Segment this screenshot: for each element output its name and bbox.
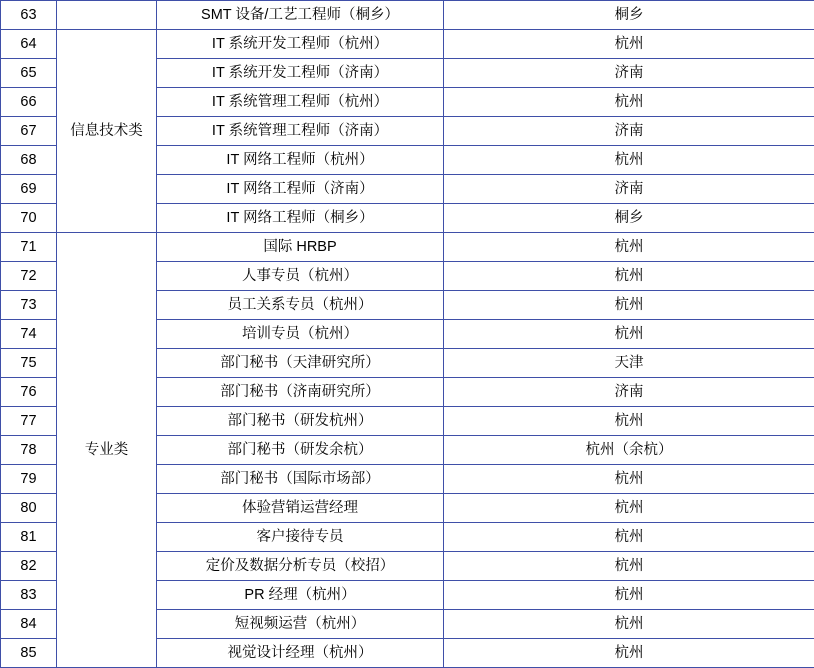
job-location-cell: 杭州 [444,88,814,117]
row-number-cell: 68 [1,146,57,175]
job-title-cell: 人事专员（杭州） [157,262,444,291]
job-location-cell: 济南 [444,378,814,407]
job-title-cell: IT 网络工程师（桐乡） [157,204,444,233]
row-number-cell: 65 [1,59,57,88]
job-location-cell: 桐乡 [444,204,814,233]
row-number-cell: 77 [1,407,57,436]
job-title-cell: 部门秘书（研发余杭） [157,436,444,465]
category-cell: 专业类 [57,233,157,668]
job-location-cell: 杭州 [444,320,814,349]
row-number-cell: 74 [1,320,57,349]
job-title-cell: 视觉设计经理（杭州） [157,639,444,668]
job-location-cell: 杭州 [444,494,814,523]
job-title-cell: 体验营销运营经理 [157,494,444,523]
job-location-cell: 杭州（余杭） [444,436,814,465]
row-number-cell: 80 [1,494,57,523]
job-title-cell: 员工关系专员（杭州） [157,291,444,320]
job-location-cell: 济南 [444,117,814,146]
row-number-cell: 71 [1,233,57,262]
row-number-cell: 79 [1,465,57,494]
row-number-cell: 64 [1,30,57,59]
job-title-cell: 定价及数据分析专员（校招） [157,552,444,581]
job-title-cell: 部门秘书（天津研究所） [157,349,444,378]
row-number-cell: 82 [1,552,57,581]
job-title-cell: IT 网络工程师（杭州） [157,146,444,175]
job-title-cell: 客户接待专员 [157,523,444,552]
job-location-cell: 杭州 [444,262,814,291]
table-row [1,1,814,30]
job-title-cell: 部门秘书（济南研究所） [157,378,444,407]
row-number-cell: 78 [1,436,57,465]
row-number-cell: 84 [1,610,57,639]
job-location-cell: 杭州 [444,523,814,552]
job-location-cell: 杭州 [444,30,814,59]
job-title-cell: 国际 HRBP [157,233,444,262]
job-title-cell: 短视频运营（杭州） [157,610,444,639]
row-number-cell: 69 [1,175,57,204]
row-number-cell: 66 [1,88,57,117]
job-title-cell: IT 系统管理工程师（杭州） [157,88,444,117]
job-title-cell: IT 系统管理工程师（济南） [157,117,444,146]
row-number-cell: 85 [1,639,57,668]
job-location-cell: 杭州 [444,465,814,494]
row-number-cell: 72 [1,262,57,291]
row-number-cell: 70 [1,204,57,233]
row-number-cell: 63 [1,1,57,30]
job-location-cell: 桐乡 [444,1,814,30]
job-location-cell: 杭州 [444,552,814,581]
job-location-cell: 杭州 [444,610,814,639]
job-location-cell: 济南 [444,59,814,88]
job-title-cell: PR 经理（杭州） [157,581,444,610]
row-number-cell: 75 [1,349,57,378]
job-title-cell: IT 系统开发工程师（杭州） [157,30,444,59]
job-location-cell: 济南 [444,175,814,204]
job-title-cell: 部门秘书（国际市场部） [157,465,444,494]
job-location-cell: 天津 [444,349,814,378]
job-title-cell: IT 网络工程师（济南） [157,175,444,204]
job-title-cell: 部门秘书（研发杭州） [157,407,444,436]
job-table-body [1,1,814,668]
job-location-cell: 杭州 [444,407,814,436]
job-location-cell: 杭州 [444,233,814,262]
job-location-cell: 杭州 [444,639,814,668]
category-cell [57,1,157,30]
job-location-cell: 杭州 [444,146,814,175]
row-number-cell: 67 [1,117,57,146]
job-title-cell: 培训专员（杭州） [157,320,444,349]
row-number-cell: 83 [1,581,57,610]
table-row [1,233,814,262]
job-location-cell: 杭州 [444,291,814,320]
job-title-cell: IT 系统开发工程师（济南） [157,59,444,88]
category-cell: 信息技术类 [57,30,157,233]
job-location-cell: 杭州 [444,581,814,610]
job-title-cell: SMT 设备/工艺工程师（桐乡） [157,1,444,30]
row-number-cell: 76 [1,378,57,407]
row-number-cell: 73 [1,291,57,320]
table-row [1,30,814,59]
row-number-cell: 81 [1,523,57,552]
